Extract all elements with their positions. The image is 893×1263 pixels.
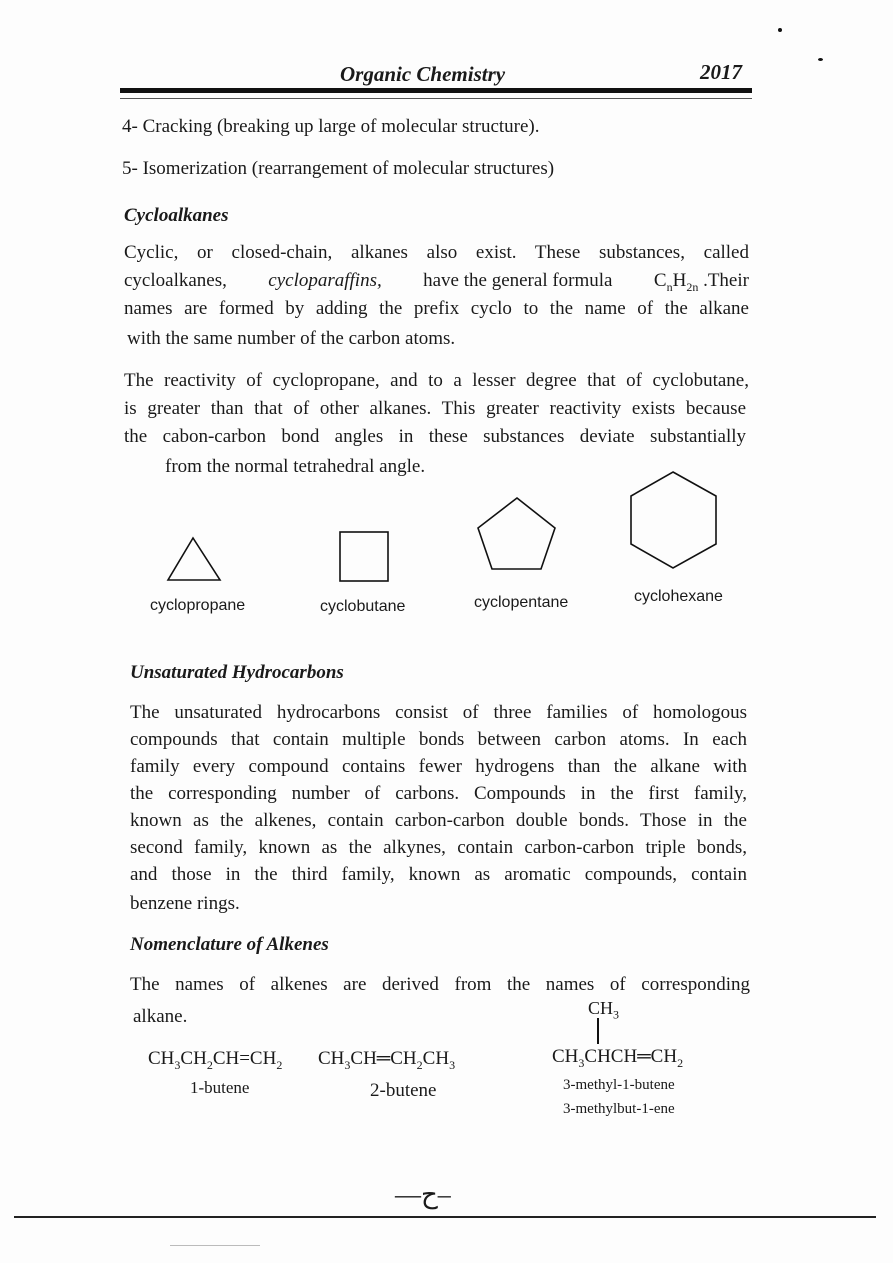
formula-sub: n — [666, 279, 673, 294]
faint-mark — [170, 1245, 260, 1246]
text: have the general formula — [423, 270, 613, 291]
paragraph-line: second family, known as the alkynes, contain carbon-carbon triple bonds, — [130, 837, 747, 858]
branch-bond — [597, 1018, 599, 1044]
methyl-branch: $CH_3$ — [588, 998, 620, 1022]
page-number: —ح– — [395, 1180, 451, 1209]
running-year: 2017 — [700, 60, 742, 84]
paragraph-line: The names of alkenes are derived from the names of corresponding — [130, 974, 750, 995]
section-heading-cycloalkanes: Cycloalkanes — [124, 205, 229, 226]
running-title: Organic Chemistry — [340, 62, 506, 86]
paragraph-line: names are formed by adding the prefix cyclo to the name of the alkane — [124, 298, 749, 319]
paragraph-line: benzene rings. — [130, 893, 240, 914]
formula-part: C — [653, 270, 667, 291]
list-item: 4- Cracking (breaking up large of molecular structure). — [122, 116, 540, 137]
paragraph-line: with the same number of the carbon atoms. — [127, 328, 456, 349]
cyclopropane-ring — [168, 538, 220, 580]
text: cycloalkanes, — [124, 270, 227, 291]
caption-cyclohexane: cyclohexane — [634, 588, 723, 605]
list-item: 5- Isomerization (rearrangement of molecular structures) — [122, 158, 555, 179]
section-heading-unsaturated: Unsaturated Hydrocarbons — [130, 662, 344, 683]
section-heading-alkenes: Nomenclature of Alkenes — [130, 934, 329, 955]
alt-name-3-methylbut-1-ene: 3-methylbut-1-ene — [563, 1101, 675, 1117]
formula-2-butene: $CH_3CH═CH_2CH_3$ — [318, 1048, 456, 1072]
italic-term: cycloparaffins, — [268, 270, 382, 291]
paragraph-line: alkane. — [133, 1006, 188, 1027]
caption-cyclobutane: cyclobutane — [320, 598, 406, 615]
paragraph-line: Cyclic, or closed-chain, alkanes also exist. These substances, called — [124, 242, 749, 263]
footer-rule — [14, 1216, 876, 1218]
formula-1-butene: $CH_3CH_2CH=CH_2$ — [148, 1048, 283, 1072]
paragraph-line: family every compound contains fewer hydrogens than the alkane with — [130, 756, 747, 777]
paragraph-line: from the normal tetrahedral angle. — [165, 456, 426, 477]
paragraph-line: is greater than that of other alkanes. This greater reactivity exists because — [124, 398, 746, 419]
cyclopentane-ring — [478, 498, 555, 569]
cyclohexane-ring — [631, 472, 716, 568]
paragraph-line: the cabon-carbon bond angles in these substances deviate substantially — [124, 426, 746, 447]
name-2-butene: 2-butene — [370, 1080, 437, 1101]
paragraph-line: the corresponding number of carbons. Compounds in the first family, — [130, 783, 747, 804]
paragraph-line: known as the alkenes, contain carbon-carbon double bonds. Those in the — [130, 810, 747, 831]
name-3-methyl-1-butene: 3-methyl-1-butene — [563, 1077, 675, 1093]
caption-cyclopropane: cyclopropane — [150, 597, 246, 614]
paragraph-line: The unsaturated hydrocarbons consist of three families of homologous — [130, 702, 747, 723]
paragraph-line: compounds that contain multiple bonds between carbon atoms. In each — [130, 729, 747, 750]
formula-sub: 2n — [686, 279, 699, 294]
name-1-butene: 1-butene — [190, 1078, 250, 1097]
paragraph-line: The reactivity of cyclopropane, and to a lesser degree that of cyclobutane, — [124, 370, 749, 391]
paragraph-line: and those in the third family, known as aromatic compounds, contain — [130, 864, 747, 885]
formula-part: H — [672, 270, 687, 291]
caption-cyclopentane: cyclopentane — [474, 594, 569, 611]
formula-3-methyl-1-butene: $CH_3CHCH═CH_2$ — [552, 1046, 684, 1070]
text: .Their — [703, 270, 749, 291]
cyclobutane-ring — [340, 532, 388, 581]
